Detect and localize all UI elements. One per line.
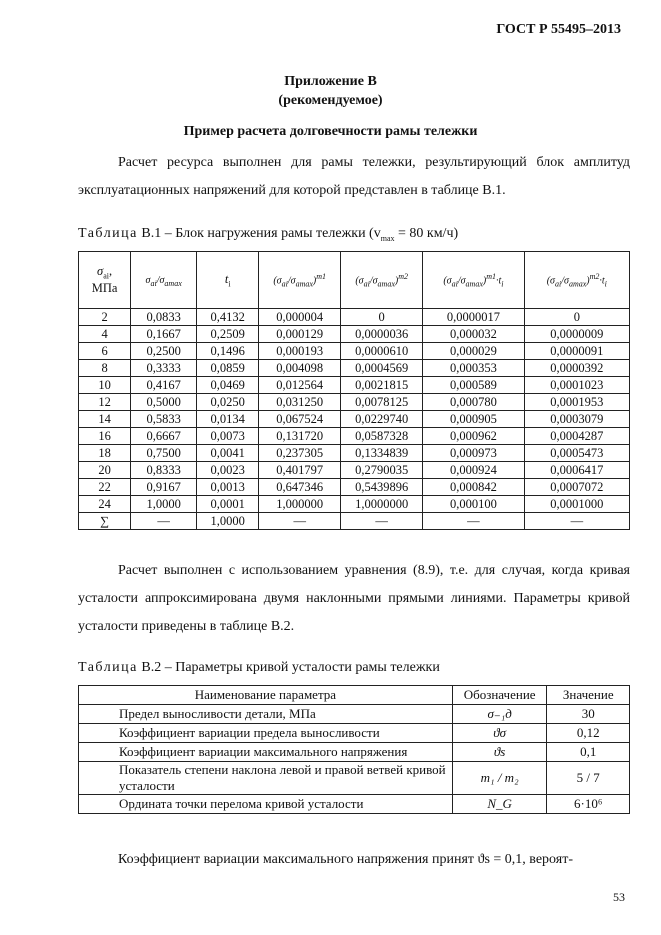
caption-text: В.2 – Параметры кривой усталости рамы тележки xyxy=(141,660,440,675)
param-name: Показатель степени наклона левой и правой ветвей кривой усталости xyxy=(79,762,453,795)
table-cell: 0,0001953 xyxy=(524,394,629,411)
section-heading: Пример расчета долговечности рамы тележки xyxy=(183,124,478,139)
table-cell: 0,0134 xyxy=(197,411,259,428)
table-cell: 0,131720 xyxy=(259,428,341,445)
table-row xyxy=(79,411,630,428)
table-cell: 14 xyxy=(79,411,131,428)
table-cell: 0,0004569 xyxy=(341,360,423,377)
table-cell: 0,7500 xyxy=(131,445,197,462)
table-cell: 0,0859 xyxy=(197,360,259,377)
table-cell: 0,0005473 xyxy=(524,445,629,462)
table-cell: 0 xyxy=(524,309,629,326)
caption-sub: max xyxy=(380,233,395,243)
table-cell: 16 xyxy=(79,428,131,445)
table-cell: 0,0023 xyxy=(197,462,259,479)
table-cell: — xyxy=(259,513,341,530)
table-cell: 0,000924 xyxy=(423,462,524,479)
table-cell: 6 xyxy=(79,343,131,360)
table1-caption xyxy=(78,226,458,243)
paragraph-1: Расчет ресурса выполнен для рамы тележки, результирующий блок амплитуд эксплуатационных напряжений для которой представлен в таблице В.1. xyxy=(78,155,630,198)
fatigue-params-table xyxy=(78,685,630,814)
table-cell: 0,4132 xyxy=(197,309,259,326)
standard-code: ГОСТ Р 55495–2013 xyxy=(496,22,621,37)
table-cell: 0,004098 xyxy=(259,360,341,377)
table-cell: 0,0078125 xyxy=(341,394,423,411)
table-cell: 20 xyxy=(79,462,131,479)
table-cell: 24 xyxy=(79,496,131,513)
param-name: Коэффициент вариации предела выносливости xyxy=(79,724,453,743)
table-row xyxy=(79,326,630,343)
param-value: 0,1 xyxy=(547,743,630,762)
table-cell: 2 xyxy=(79,309,131,326)
table-cell: 12 xyxy=(79,394,131,411)
table-cell: 0,1667 xyxy=(131,326,197,343)
col-ratio-m1-ti: $(\sigma_{ai}/\sigma_{amax})^{m1}\cdot t_i$ xyxy=(423,252,524,309)
table-cell: 0,000193 xyxy=(259,343,341,360)
table-cell: 0,0833 xyxy=(131,309,197,326)
table-cell: 0,0001023 xyxy=(524,377,629,394)
load-block-table xyxy=(78,251,630,530)
col-ratio-m2: $(\sigma_{ai}/\sigma_{amax})^{m2}$ xyxy=(341,252,423,309)
table-row xyxy=(79,795,630,814)
table-row xyxy=(79,705,630,724)
table-cell: — xyxy=(524,513,629,530)
table-row xyxy=(79,513,630,530)
table-cell: 0,0001 xyxy=(197,496,259,513)
table-body xyxy=(79,309,630,530)
table-row xyxy=(79,496,630,513)
table-cell: 0,000842 xyxy=(423,479,524,496)
table-cell: 8 xyxy=(79,360,131,377)
table-cell: 18 xyxy=(79,445,131,462)
table-row xyxy=(79,394,630,411)
param-value: 5 / 7 xyxy=(547,762,630,795)
appendix-title: Приложение В xyxy=(284,74,377,89)
param-value: 6·10⁶ xyxy=(547,795,630,814)
table-cell: 0,0000091 xyxy=(524,343,629,360)
table-cell: 0,0000036 xyxy=(341,326,423,343)
table2-caption xyxy=(78,660,440,676)
table-row xyxy=(79,762,630,795)
table-cell: 0,0229740 xyxy=(341,411,423,428)
table-cell: 0,0006417 xyxy=(524,462,629,479)
table-cell: 0,1334839 xyxy=(341,445,423,462)
col-value: Значение xyxy=(547,686,630,705)
param-symbol: N_G xyxy=(452,795,547,814)
caption-end: = 80 км/ч) xyxy=(394,226,459,241)
table-cell: 0,401797 xyxy=(259,462,341,479)
table-cell: 1,0000000 xyxy=(341,496,423,513)
table-cell: 0,3333 xyxy=(131,360,197,377)
col-param-name: Наименование параметра xyxy=(79,686,453,705)
col-ti: $t_i$ xyxy=(197,252,259,309)
table-cell: 0,237305 xyxy=(259,445,341,462)
col-ratio-m2-ti: $(\sigma_{ai}/\sigma_{amax})^{m2}\cdot t_i$ xyxy=(524,252,629,309)
table-cell: 0,0469 xyxy=(197,377,259,394)
table-cell: 0,8333 xyxy=(131,462,197,479)
table-row xyxy=(79,462,630,479)
paragraph-2: Расчет выполнен с использованием уравнения (8.9), т.е. для случая, когда кривая усталости аппроксимирована двумя наклонными прямыми линиями. Параметры кривой усталости приведены в таблице В.2. xyxy=(78,563,630,634)
table-cell: 0,0000017 xyxy=(423,309,524,326)
table-cell: 0,0000009 xyxy=(524,326,629,343)
table-cell: 22 xyxy=(79,479,131,496)
table-row xyxy=(79,377,630,394)
table-cell: 10 xyxy=(79,377,131,394)
col-ratio-m1: $(\sigma_{ai}/\sigma_{amax})^{m1}$ xyxy=(259,252,341,309)
table-row xyxy=(79,743,630,762)
paragraph-3: Коэффициент вариации максимального напряжения принят ϑs = 0,1, вероят- xyxy=(118,852,573,867)
table-cell: 0,000004 xyxy=(259,309,341,326)
table-cell: 0,0007072 xyxy=(524,479,629,496)
table-cell: 0,000029 xyxy=(423,343,524,360)
table-cell: 0,0003079 xyxy=(524,411,629,428)
table-cell: 1,000000 xyxy=(259,496,341,513)
table-cell: 0,000905 xyxy=(423,411,524,428)
table-cell: 0,2509 xyxy=(197,326,259,343)
table-cell: 0,000129 xyxy=(259,326,341,343)
appendix-subtitle: (рекомендуемое) xyxy=(278,93,383,108)
table-cell: 0,012564 xyxy=(259,377,341,394)
table-cell: 0,647346 xyxy=(259,479,341,496)
table-cell: 0,0001000 xyxy=(524,496,629,513)
table-cell: 0,9167 xyxy=(131,479,197,496)
table-row xyxy=(79,309,630,326)
table-cell: 0 xyxy=(341,309,423,326)
param-name: Ордината точки перелома кривой усталости xyxy=(79,795,453,814)
param-symbol: ϑs xyxy=(452,743,547,762)
table-cell: 0,067524 xyxy=(259,411,341,428)
table-cell: 0,0587328 xyxy=(341,428,423,445)
table-cell: 0,031250 xyxy=(259,394,341,411)
table-cell: 0,0041 xyxy=(197,445,259,462)
table-cell: 0,0250 xyxy=(197,394,259,411)
param-name: Коэффициент вариации максимального напряжения xyxy=(79,743,453,762)
table-cell: 0,000962 xyxy=(423,428,524,445)
table-cell: 0,000032 xyxy=(423,326,524,343)
table-cell: 1,0000 xyxy=(131,496,197,513)
table-cell: 0,6667 xyxy=(131,428,197,445)
table-cell: 1,0000 xyxy=(197,513,259,530)
table-cell: — xyxy=(423,513,524,530)
caption-prefix: Таблица xyxy=(78,660,138,675)
table-cell: 0,2790035 xyxy=(341,462,423,479)
table-cell: 0,0013 xyxy=(197,479,259,496)
page-number: 53 xyxy=(613,890,625,904)
table-cell: 0,000973 xyxy=(423,445,524,462)
table-cell: 4 xyxy=(79,326,131,343)
table-row xyxy=(79,445,630,462)
table-header-row xyxy=(79,252,630,309)
table-cell: 0,000353 xyxy=(423,360,524,377)
table-cell: 0,0073 xyxy=(197,428,259,445)
table-cell: 0,0000392 xyxy=(524,360,629,377)
param-symbol: m₁ / m₂ xyxy=(452,762,547,795)
param-value: 30 xyxy=(547,705,630,724)
param-symbol: σ₋₁д xyxy=(452,705,547,724)
col-stress: $\sigma_{ai}$, МПа xyxy=(79,252,131,309)
table-cell: 0,5833 xyxy=(131,411,197,428)
caption-prefix: Таблица xyxy=(78,226,138,241)
table-body xyxy=(79,705,630,814)
table-cell: 0,0004287 xyxy=(524,428,629,445)
table-cell: 0,4167 xyxy=(131,377,197,394)
col-ratio: $\sigma_{ai}/\sigma_{amax}$ xyxy=(131,252,197,309)
table-cell: ∑ xyxy=(79,513,131,530)
table-cell: 0,000780 xyxy=(423,394,524,411)
table-row xyxy=(79,343,630,360)
table-cell: 0,5439896 xyxy=(341,479,423,496)
table-cell: 0,5000 xyxy=(131,394,197,411)
table-cell: 0,2500 xyxy=(131,343,197,360)
table-row xyxy=(79,428,630,445)
table-cell: 0,000100 xyxy=(423,496,524,513)
table-cell: — xyxy=(341,513,423,530)
param-name: Предел выносливости детали, МПа xyxy=(79,705,453,724)
param-value: 0,12 xyxy=(547,724,630,743)
table-cell: 0,000589 xyxy=(423,377,524,394)
caption-text: В.1 – Блок нагружения рамы тележки (v xyxy=(141,226,381,241)
param-symbol: ϑσ xyxy=(452,724,547,743)
table-row xyxy=(79,724,630,743)
table-header-row xyxy=(79,686,630,705)
table-cell: 0,1496 xyxy=(197,343,259,360)
table-cell: 0,0021815 xyxy=(341,377,423,394)
table-cell: 0,0000610 xyxy=(341,343,423,360)
table-cell: — xyxy=(131,513,197,530)
table-row xyxy=(79,360,630,377)
table-row xyxy=(79,479,630,496)
col-symbol: Обозначение xyxy=(452,686,547,705)
